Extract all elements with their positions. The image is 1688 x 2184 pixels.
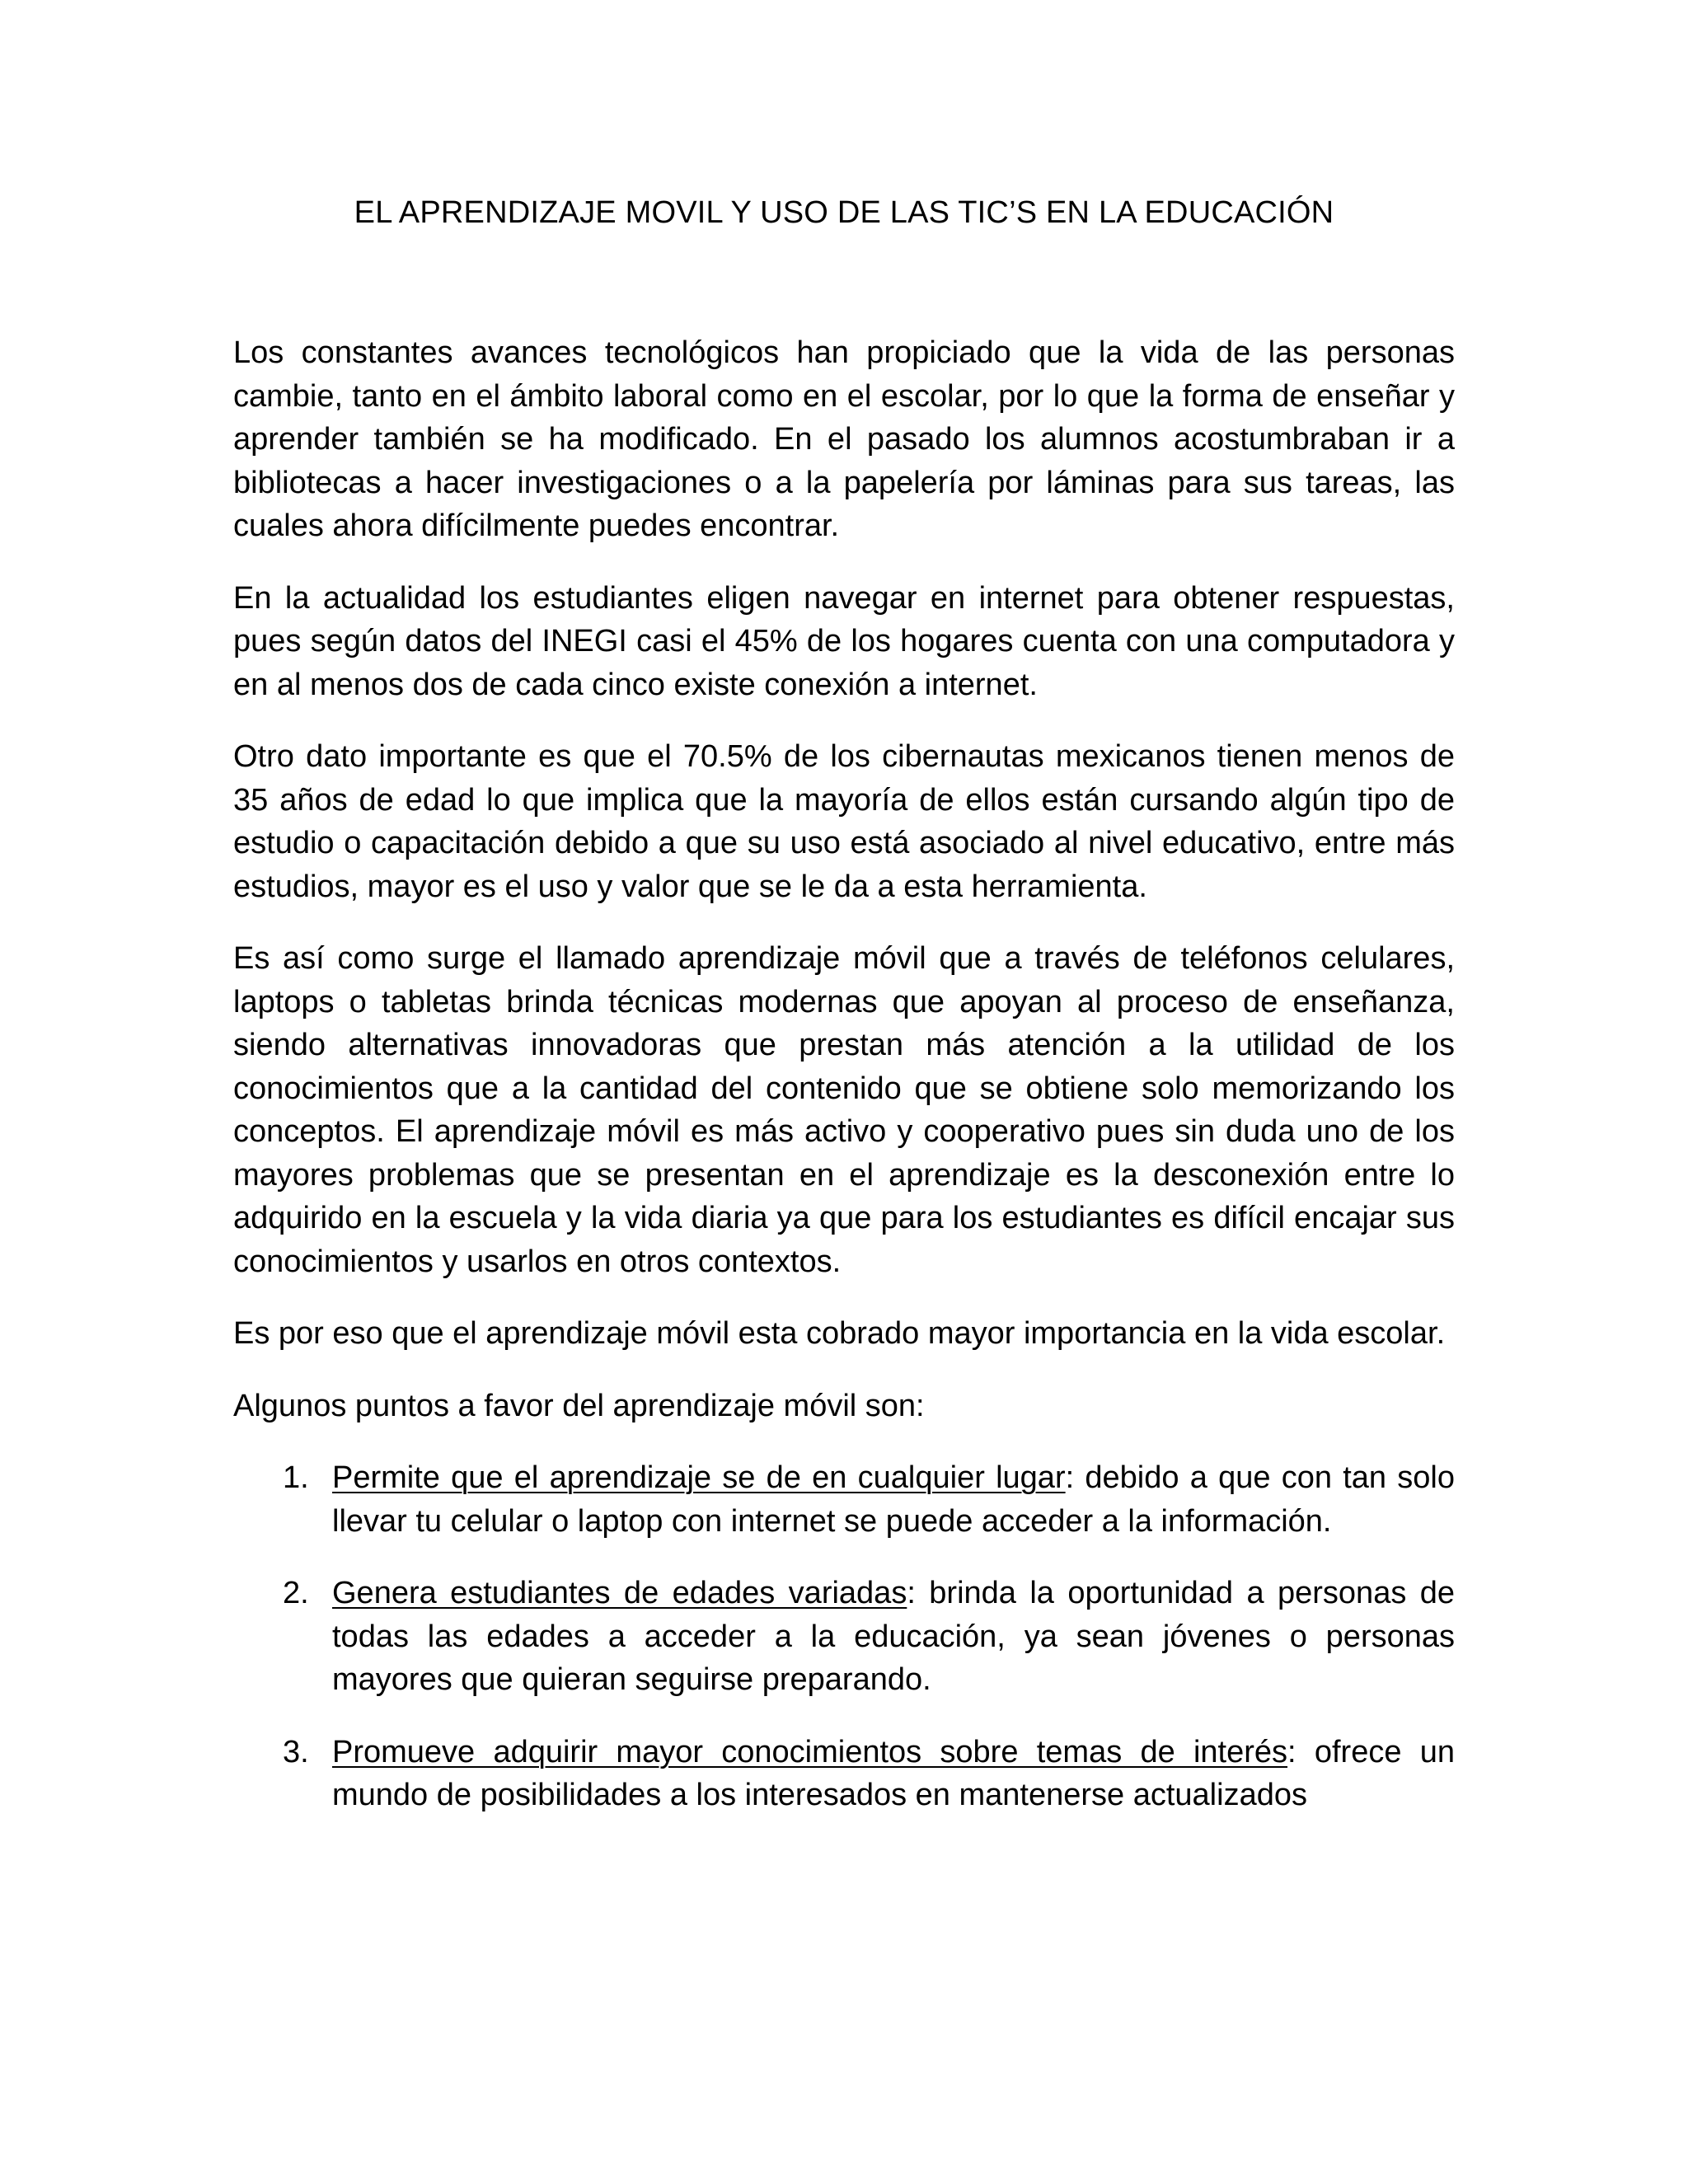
list-item: [233, 1456, 1455, 1543]
list-item-text: : ofrece un mundo de posibilidades a los interesados en mantenerse actualizados: [332, 1734, 1455, 1812]
list-item: [233, 1731, 1455, 1817]
list-item-heading: Permite que el aprendizaje se de en cualquier lugar: [332, 1460, 1066, 1495]
advantages-list: [233, 1456, 1455, 1817]
paragraph: Otro dato importante es que el 70.5% de los cibernautas mexicanos tienen menos de 35 años de edad lo que implica que la mayoría de ellos están cursando algún tipo de estudio o capacitación debido a que su uso está asociado al nivel educativo, entre más estudios, mayor es el uso y valor que se le da a esta herramienta.: [233, 739, 1455, 904]
paragraph: Es así como surge el llamado aprendizaje móvil que a través de teléfonos celulares, laptops o tabletas brinda técnicas modernas que apoyan al proceso de enseñanza, siendo alternativas innovadoras que prestan más atención a la utilidad de los conocimientos que a la cantidad del contenido que se obtiene solo memorizando los conceptos. El aprendizaje móvil es más activo y cooperativo pues sin duda uno de los mayores problemas que se presentan en el aprendizaje es la desconexión entre lo adquirido en la escuela y la vida diaria ya que para los estudiantes es difícil encajar sus conocimientos y usarlos en otros contextos.: [233, 941, 1455, 1279]
list-item-heading: Promueve adquirir mayor conocimientos sobre temas de interés: [332, 1734, 1288, 1769]
paragraph-list-intro: Algunos puntos a favor del aprendizaje móvil son:: [233, 1388, 925, 1423]
paragraph: Los constantes avances tecnológicos han propiciado que la vida de las personas cambie, tanto en el ámbito laboral como en el escolar, por lo que la forma de enseñar y aprender también se ha modificado. En el pasado los alumnos acostumbraban ir a bibliotecas a hacer investigaciones o a la papelería por láminas para sus tareas, las cuales ahora difícilmente puedes encontrar.: [233, 335, 1455, 543]
list-item-heading: Genera estudiantes de edades variadas: [332, 1576, 907, 1610]
list-item: [233, 1572, 1455, 1702]
list-item-number: 3.: [283, 1734, 309, 1769]
document-title: EL APRENDIZAJE MOVIL Y USO DE LAS TIC’S EN LA EDUCACIÓN: [354, 195, 1334, 230]
paragraph: Es por eso que el aprendizaje móvil esta cobrado mayor importancia en la vida escolar.: [233, 1316, 1446, 1351]
document-body: [233, 331, 1455, 1846]
list-item-text: : brinda la oportunidad a personas de todas las edades a acceder a la educación, ya sean jóvenes o personas mayores que quieran seguirse preparando.: [332, 1576, 1456, 1697]
list-item-number: 1.: [283, 1460, 309, 1495]
paragraph: En la actualidad los estudiantes eligen navegar en internet para obtener respuestas, pues según datos del INEGI casi el 45% de los hogares cuenta con una computadora y en al menos dos de cada cinco existe conexión a internet.: [233, 580, 1455, 702]
list-item-number: 2.: [283, 1576, 309, 1610]
list-item-text: : debido a que con tan solo llevar tu celular o laptop con internet se puede acceder a la información.: [332, 1460, 1455, 1539]
